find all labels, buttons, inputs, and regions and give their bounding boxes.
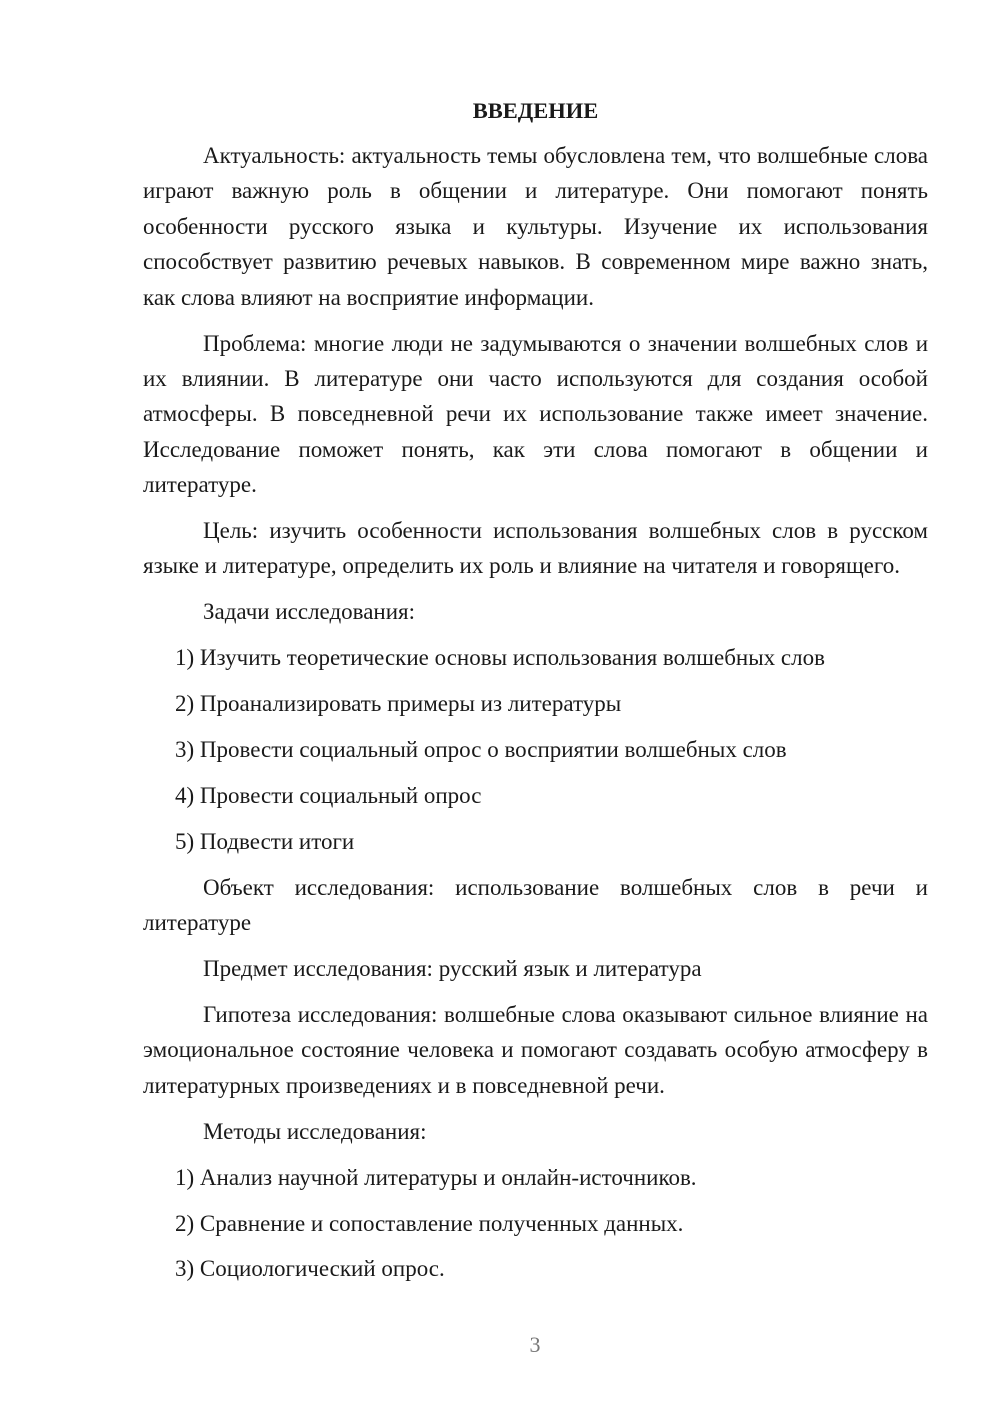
object-paragraph: Объект исследования: использование волшебных слов в речи и литературе xyxy=(143,874,928,936)
problem-paragraph: Проблема: многие люди не задумываются о значении волшебных слов и их влиянии. В литературе они часто используются для создания особой атмосферы. В повседневной речи их использование также имеет значение. Исследование поможет понять, как эти слова помогают в общении и литературе. xyxy=(143,330,928,498)
page-content xyxy=(143,93,928,1297)
method-item: 3) Социологический опрос. xyxy=(175,1256,445,1282)
task-item: 5) Подвести итоги xyxy=(175,828,355,854)
methods-heading: Методы исследования: xyxy=(203,1118,427,1144)
task-item: 3) Провести социальный опрос о восприятии волшебных слов xyxy=(175,737,787,763)
goal-paragraph: Цель: изучить особенности использования волшебных слов в русском языке и литературе, определить их роль и влияние на читателя и говорящего. xyxy=(143,518,928,579)
subject-paragraph: Предмет исследования: русский язык и литература xyxy=(203,956,702,982)
task-item: 1) Изучить теоретические основы использования волшебных слов xyxy=(175,645,825,671)
task-item: 2) Проанализировать примеры из литературы xyxy=(175,691,622,717)
page-number: 3 xyxy=(529,1332,541,1357)
relevance-paragraph: Актуальность: актуальность темы обусловлена тем, что волшебные слова играют важную роль в общении и литературе. Они помогают понять особенности русского языка и культуры. Изучение их использования способствует развитию речевых навыков. В современном мире важно знать, как слова влияют на восприятие информации. xyxy=(143,143,928,310)
tasks-heading: Задачи исследования: xyxy=(203,599,416,625)
section-title: ВВЕДЕНИЕ xyxy=(472,98,599,123)
method-item: 1) Анализ научной литературы и онлайн-источников. xyxy=(175,1164,697,1190)
hypothesis-paragraph: Гипотеза исследования: волшебные слова оказывают сильное влияние на эмоциональное состояние человека и помогают создавать особую атмосферу в литературных произведениях и в повседневной речи. xyxy=(143,1002,928,1098)
method-item: 2) Сравнение и сопоставление полученных данных. xyxy=(175,1210,684,1236)
task-item: 4) Провести социальный опрос xyxy=(175,783,482,808)
